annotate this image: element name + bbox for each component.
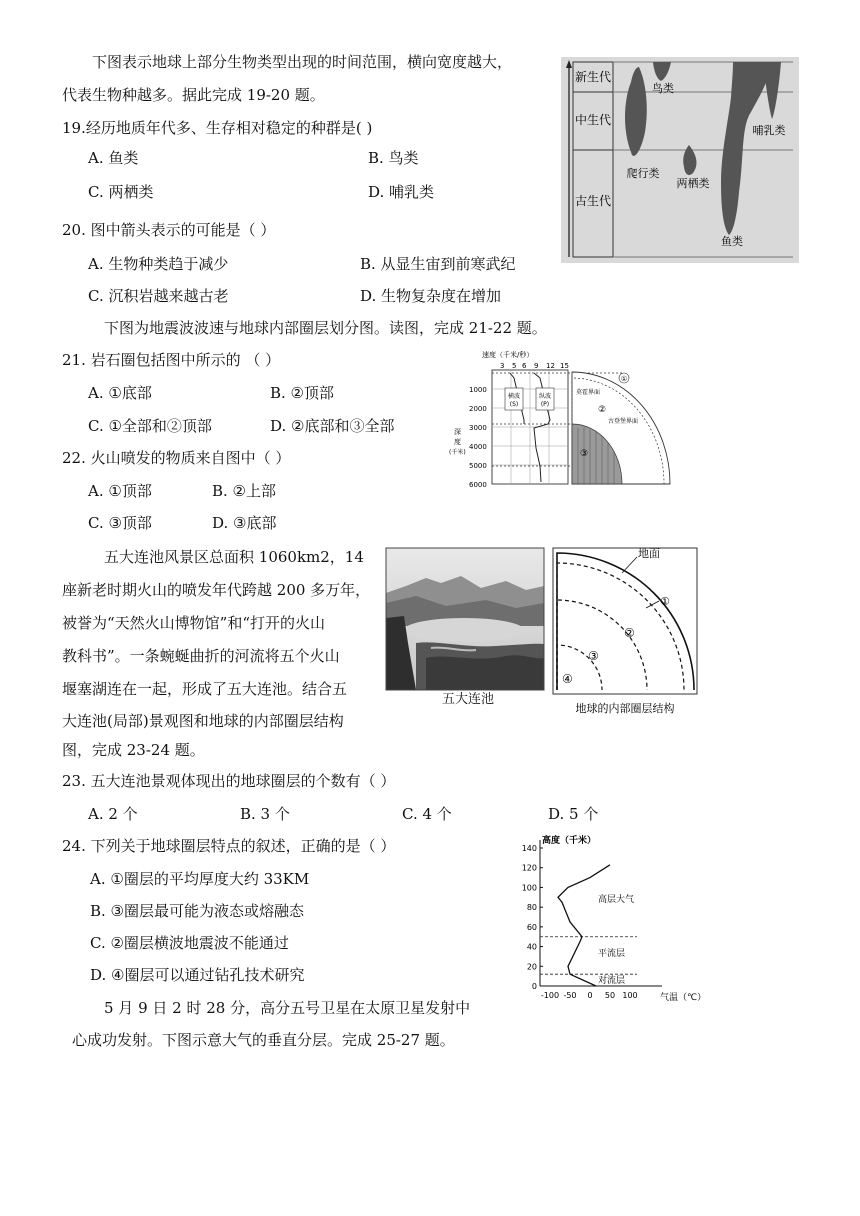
option-d: D. ③底部 [212, 514, 277, 532]
intro-text: 下图表示地球上部分生物类型出现的时间范围，横向宽度越大， [92, 53, 513, 71]
intro-text: 5 月 9 日 2 时 28 分，高分五号卫星在太原卫星发射中 [104, 999, 471, 1017]
depth-axis-label: 深 [454, 428, 461, 436]
layer-label: ③ [588, 649, 599, 663]
birds-label: 鸟类 [652, 82, 674, 95]
option-c: C. 4 个 [402, 805, 452, 823]
intro-text: 五大连池风景区总面积 1060km2，14 [104, 548, 364, 566]
option-b: B. ②上部 [212, 482, 277, 500]
s-wave-label: (S) [509, 401, 519, 408]
option-d: D. 哺乳类 [368, 183, 435, 201]
intro-text: 被誉为“天然火山博物馆”和“打开的火山 [62, 614, 326, 632]
question-19: 19.经历地质年代多、生存相对稳定的种群是( ) [62, 119, 373, 137]
layer-label: 高层大气 [598, 895, 635, 905]
y-tick-label: 40 [526, 942, 537, 952]
option-b: B. ③圈层最可能为液态或熔融态 [90, 902, 305, 920]
moho-label: 莫霍界面 [576, 389, 601, 396]
atmosphere-chart [512, 832, 707, 1004]
fish-label: 鱼类 [721, 235, 743, 248]
option-d: D. ②底部和③全部 [270, 417, 395, 435]
x-tick-label: 50 [604, 991, 616, 1000]
depth-tick: 3000 [469, 424, 487, 432]
question-22: 22. 火山喷发的物质来自图中（ ） [62, 449, 291, 467]
amphibians-label: 两栖类 [676, 177, 710, 190]
layer-label: ① [620, 375, 628, 383]
question-23: 23. 五大连池景观体现出的地球圈层的个数有（ ） [62, 772, 396, 790]
layer-label: ② [597, 405, 607, 415]
evolution-figure [561, 57, 799, 263]
option-a: A. ①顶部 [88, 482, 152, 500]
option-a: A. ①圈层的平均厚度大约 33KM [90, 870, 310, 888]
question-24: 24. 下列关于地球圈层特点的叙述，正确的是（ ） [62, 837, 396, 855]
y-tick-label: 140 [521, 844, 537, 853]
p-wave-label: 纵波 [538, 393, 552, 400]
seismic-wave-figure [448, 348, 674, 490]
option-b: B. 3 个 [240, 805, 290, 823]
x-tick-label: 0 [587, 991, 593, 1000]
p-wave-label: (P) [540, 401, 550, 408]
question-21: 21. 岩石圈包括图中所示的 （ ） [62, 351, 281, 369]
option-d: D. 5 个 [548, 805, 599, 823]
y-tick-label: 20 [526, 962, 537, 972]
y-tick-label: 100 [521, 883, 537, 893]
speed-tick: 3 [500, 362, 505, 370]
speed-tick: 6 [522, 362, 527, 370]
layer-label: ① [660, 595, 670, 608]
photo-caption: 五大连池 [442, 692, 495, 707]
layer-label: 对流层 [598, 976, 626, 986]
depth-tick: 1000 [469, 386, 487, 394]
option-a: A. 鱼类 [88, 149, 139, 167]
era-label: 中生代 [574, 113, 612, 127]
speed-axis-label: 速度（千米/秒） [482, 351, 534, 359]
x-tick-label: -100 [540, 991, 560, 1000]
x-axis-label: 气温（℃） [660, 993, 707, 1003]
intro-text: 心成功发射。下图示意大气的垂直分层。完成 25-27 题。 [72, 1031, 455, 1049]
option-a: A. 生物种类趋于减少 [88, 255, 229, 273]
option-a: A. ①底部 [88, 384, 152, 402]
option-c: C. ①全部和②顶部 [88, 417, 212, 435]
intro-text: 代表生物种越多。据此完成 19-20 题。 [62, 86, 325, 104]
y-tick-label: 80 [526, 903, 537, 913]
layer-label: ④ [562, 672, 573, 686]
depth-tick: 2000 [469, 405, 487, 413]
option-c: C. ③顶部 [88, 514, 152, 532]
wudalianchi-photo [386, 548, 544, 690]
diagram-caption: 地球的内部圈层结构 [575, 702, 675, 715]
speed-tick: 5 [512, 362, 517, 370]
depth-tick: 4000 [469, 443, 487, 451]
option-c: C. ②圈层横波地震波不能通过 [90, 934, 289, 952]
mammals-label: 哺乳类 [752, 124, 786, 137]
layer-label: ② [624, 626, 635, 640]
reptiles-label: 爬行类 [626, 167, 660, 180]
intro-text: 座新老时期火山的喷发年代跨越 200 多万年， [62, 581, 371, 599]
question-20: 20. 图中箭头表示的可能是（ ） [62, 221, 276, 239]
depth-tick: 5000 [469, 462, 487, 470]
option-b: B. 从显生宙到前寒武纪 [360, 255, 516, 273]
option-a: A. 2 个 [88, 805, 138, 823]
option-c: C. 两栖类 [88, 183, 154, 201]
ground-label: 地面 [638, 547, 660, 560]
x-tick-label: 100 [622, 991, 638, 1000]
depth-tick: 6000 [469, 481, 487, 489]
intro-text: 堰塞湖连在一起，形成了五大连池。结合五 [62, 680, 348, 698]
earth-interior-diagram [550, 545, 700, 720]
depth-axis-label: 度 [454, 438, 461, 446]
option-b: B. 鸟类 [368, 149, 419, 167]
option-b: B. ②顶部 [270, 384, 335, 402]
era-label: 新生代 [574, 70, 612, 84]
layer-label: ③ [579, 449, 589, 459]
era-label: 古生代 [574, 194, 612, 208]
speed-tick: 15 [560, 362, 569, 370]
y-tick-label: 0 [531, 982, 537, 991]
intro-text: 下图为地震波波速与地球内部圈层划分图。读图，完成 21-22 题。 [104, 319, 547, 337]
s-wave-label: 横波 [507, 393, 521, 400]
gutenberg-label: 古登堡界面 [608, 418, 639, 425]
intro-text: 图，完成 23-24 题。 [62, 741, 205, 759]
temperature-line [558, 865, 610, 986]
y-tick-label: 60 [526, 922, 537, 932]
option-c: C. 沉积岩越来越古老 [88, 287, 229, 305]
depth-axis-label: (千米) [449, 449, 466, 456]
option-d: D. 生物复杂度在增加 [360, 287, 502, 305]
layer-label: 平流层 [598, 949, 626, 959]
speed-tick: 9 [534, 362, 539, 370]
y-axis-label: 高度（千米） [542, 836, 597, 846]
speed-tick: 12 [546, 362, 555, 370]
option-d: D. ④圈层可以通过钻孔技术研究 [90, 966, 305, 984]
intro-text: 大连池(局部)景观图和地球的内部圈层结构 [62, 712, 344, 730]
intro-text: 教科书”。一条蜿蜒曲折的河流将五个火山 [62, 647, 340, 665]
y-tick-label: 120 [521, 863, 537, 873]
x-tick-label: -50 [563, 991, 577, 1000]
